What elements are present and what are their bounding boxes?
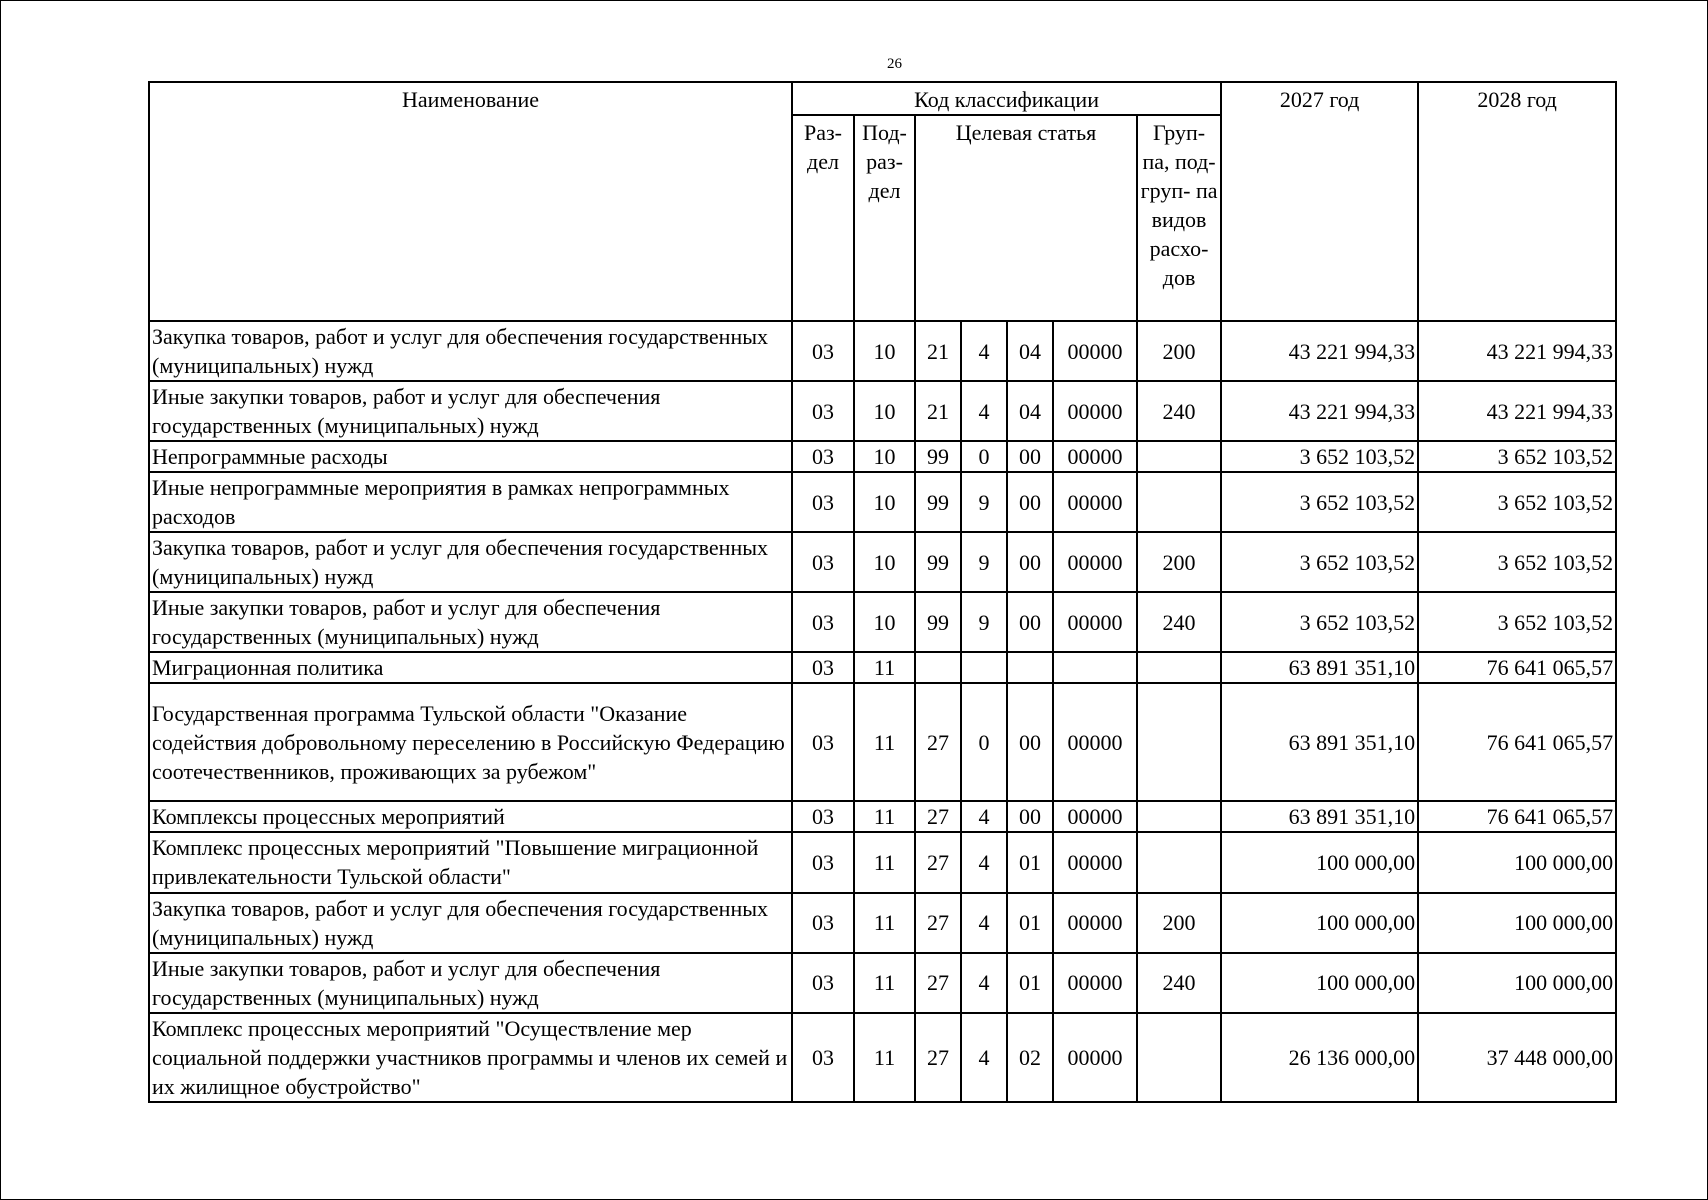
row-target-element: 00 [1007, 532, 1053, 592]
row-target-direction: 00000 [1053, 683, 1137, 801]
row-name: Комплексы процессных мероприятий [149, 801, 792, 832]
row-name: Закупка товаров, работ и услуг для обеспечения государственных (муниципальных) нужд [149, 321, 792, 381]
row-target-type: 4 [961, 832, 1007, 892]
row-amount-2027: 26 136 000,00 [1221, 1013, 1418, 1102]
row-podrazdel: 11 [854, 953, 915, 1013]
row-target-direction: 00000 [1053, 832, 1137, 892]
table-row [149, 1013, 1616, 1102]
row-target-direction: 00000 [1053, 953, 1137, 1013]
row-amount-2028: 3 652 103,52 [1418, 472, 1616, 532]
row-razdel: 03 [792, 953, 854, 1013]
row-expense-group: 200 [1137, 321, 1221, 381]
row-razdel: 03 [792, 832, 854, 892]
row-amount-2028: 43 221 994,33 [1418, 321, 1616, 381]
row-amount-2028: 43 221 994,33 [1418, 381, 1616, 441]
row-target-element: 02 [1007, 1013, 1053, 1102]
row-expense-group: 240 [1137, 953, 1221, 1013]
header-classification: Код классификации [792, 82, 1221, 115]
row-target-direction: 00000 [1053, 801, 1137, 832]
row-target-direction: 00000 [1053, 893, 1137, 953]
row-target-element: 00 [1007, 592, 1053, 652]
row-target-direction: 00000 [1053, 441, 1137, 472]
row-expense-group: 200 [1137, 893, 1221, 953]
table-header [149, 82, 1616, 321]
table-row [149, 472, 1616, 532]
row-target-type: 0 [961, 683, 1007, 801]
row-razdel: 03 [792, 893, 854, 953]
row-razdel: 03 [792, 472, 854, 532]
row-razdel: 03 [792, 801, 854, 832]
row-target-element: 01 [1007, 893, 1053, 953]
row-podrazdel: 11 [854, 801, 915, 832]
row-amount-2028: 100 000,00 [1418, 893, 1616, 953]
row-target-direction: 00000 [1053, 321, 1137, 381]
row-target-program: 27 [915, 1013, 961, 1102]
row-amount-2027: 3 652 103,52 [1221, 441, 1418, 472]
row-podrazdel: 11 [854, 683, 915, 801]
row-razdel: 03 [792, 683, 854, 801]
row-podrazdel: 10 [854, 381, 915, 441]
table-row [149, 683, 1616, 801]
row-amount-2028: 100 000,00 [1418, 953, 1616, 1013]
row-target-program: 27 [915, 953, 961, 1013]
row-target-type: 4 [961, 893, 1007, 953]
row-podrazdel: 11 [854, 893, 915, 953]
table-row [149, 441, 1616, 472]
row-podrazdel: 10 [854, 321, 915, 381]
row-target-program: 21 [915, 381, 961, 441]
row-razdel: 03 [792, 1013, 854, 1102]
row-razdel: 03 [792, 441, 854, 472]
row-target-element: 04 [1007, 381, 1053, 441]
row-amount-2028: 100 000,00 [1418, 832, 1616, 892]
row-target-element: 00 [1007, 472, 1053, 532]
row-amount-2027: 100 000,00 [1221, 953, 1418, 1013]
row-target-program: 99 [915, 441, 961, 472]
row-expense-group [1137, 472, 1221, 532]
row-target-type: 9 [961, 532, 1007, 592]
row-amount-2027: 100 000,00 [1221, 893, 1418, 953]
row-target-element: 04 [1007, 321, 1053, 381]
table-row [149, 321, 1616, 381]
row-amount-2028: 3 652 103,52 [1418, 532, 1616, 592]
row-podrazdel: 10 [854, 472, 915, 532]
table-row [149, 832, 1616, 892]
row-razdel: 03 [792, 321, 854, 381]
row-podrazdel: 10 [854, 532, 915, 592]
row-expense-group [1137, 832, 1221, 892]
header-target-article: Целевая статья [915, 115, 1137, 321]
header-year-2028: 2028 год [1418, 82, 1616, 321]
row-target-element [1007, 652, 1053, 683]
row-target-type: 0 [961, 441, 1007, 472]
row-name: Иные непрограммные мероприятия в рамках непрограммных расходов [149, 472, 792, 532]
row-target-direction: 00000 [1053, 532, 1137, 592]
row-target-type: 4 [961, 1013, 1007, 1102]
row-podrazdel: 10 [854, 592, 915, 652]
table-row [149, 381, 1616, 441]
row-amount-2027: 63 891 351,10 [1221, 652, 1418, 683]
row-target-direction [1053, 652, 1137, 683]
row-amount-2027: 43 221 994,33 [1221, 381, 1418, 441]
row-amount-2028: 3 652 103,52 [1418, 592, 1616, 652]
row-target-element: 01 [1007, 832, 1053, 892]
row-podrazdel: 11 [854, 1013, 915, 1102]
row-amount-2028: 37 448 000,00 [1418, 1013, 1616, 1102]
row-target-element: 00 [1007, 801, 1053, 832]
row-name: Закупка товаров, работ и услуг для обеспечения государственных (муниципальных) нужд [149, 532, 792, 592]
row-target-program: 99 [915, 532, 961, 592]
row-amount-2028: 76 641 065,57 [1418, 683, 1616, 801]
row-target-program: 27 [915, 832, 961, 892]
table-row [149, 893, 1616, 953]
row-podrazdel: 11 [854, 652, 915, 683]
row-amount-2027: 43 221 994,33 [1221, 321, 1418, 381]
budget-table [148, 81, 1617, 1103]
row-target-element: 00 [1007, 683, 1053, 801]
table-row [149, 592, 1616, 652]
row-amount-2027: 63 891 351,10 [1221, 801, 1418, 832]
row-name: Миграционная политика [149, 652, 792, 683]
row-amount-2028: 3 652 103,52 [1418, 441, 1616, 472]
row-name: Иные закупки товаров, работ и услуг для обеспечения государственных (муниципальных) нужд [149, 592, 792, 652]
header-name: Наименование [149, 82, 792, 321]
row-name: Иные закупки товаров, работ и услуг для обеспечения государственных (муниципальных) нужд [149, 953, 792, 1013]
row-target-type: 4 [961, 953, 1007, 1013]
row-target-type [961, 652, 1007, 683]
header-year-2027: 2027 год [1221, 82, 1418, 321]
header-expense-group: Груп- па, под- груп- па видов расхо- дов [1137, 115, 1221, 321]
table-row [149, 801, 1616, 832]
row-expense-group: 200 [1137, 532, 1221, 592]
row-target-type: 4 [961, 321, 1007, 381]
row-target-program [915, 652, 961, 683]
row-podrazdel: 10 [854, 441, 915, 472]
row-expense-group [1137, 441, 1221, 472]
table-row [149, 953, 1616, 1013]
row-amount-2027: 3 652 103,52 [1221, 472, 1418, 532]
row-expense-group [1137, 1013, 1221, 1102]
row-name: Непрограммные расходы [149, 441, 792, 472]
row-expense-group [1137, 652, 1221, 683]
table-body [149, 321, 1616, 1102]
row-target-program: 99 [915, 472, 961, 532]
row-razdel: 03 [792, 532, 854, 592]
row-target-element: 00 [1007, 441, 1053, 472]
row-name: Комплекс процессных мероприятий "Повышение миграционной привлекательности Тульской области" [149, 832, 792, 892]
row-target-type: 9 [961, 592, 1007, 652]
row-expense-group [1137, 801, 1221, 832]
row-name: Иные закупки товаров, работ и услуг для обеспечения государственных (муниципальных) нужд [149, 381, 792, 441]
row-razdel: 03 [792, 381, 854, 441]
page-number: 26 [887, 56, 902, 72]
row-razdel: 03 [792, 592, 854, 652]
row-target-direction: 00000 [1053, 472, 1137, 532]
row-expense-group: 240 [1137, 381, 1221, 441]
header-razdel: Раз- дел [792, 115, 854, 321]
row-target-direction: 00000 [1053, 592, 1137, 652]
row-name: Комплекс процессных мероприятий "Осуществление мер социальной поддержки участников программы и членов их семей и их жилищное обустройство" [149, 1013, 792, 1102]
row-target-program: 21 [915, 321, 961, 381]
row-amount-2027: 100 000,00 [1221, 832, 1418, 892]
table-row [149, 532, 1616, 592]
row-target-program: 27 [915, 683, 961, 801]
row-target-direction: 00000 [1053, 1013, 1137, 1102]
row-target-type: 4 [961, 381, 1007, 441]
row-target-program: 27 [915, 801, 961, 832]
row-target-element: 01 [1007, 953, 1053, 1013]
row-target-direction: 00000 [1053, 381, 1137, 441]
row-target-type: 9 [961, 472, 1007, 532]
row-target-program: 27 [915, 893, 961, 953]
row-target-type: 4 [961, 801, 1007, 832]
table-row [149, 652, 1616, 683]
row-target-program: 99 [915, 592, 961, 652]
row-amount-2027: 3 652 103,52 [1221, 592, 1418, 652]
row-expense-group: 240 [1137, 592, 1221, 652]
row-name: Закупка товаров, работ и услуг для обеспечения государственных (муниципальных) нужд [149, 893, 792, 953]
row-name: Государственная программа Тульской области "Оказание содействия добровольному переселению в Российскую Федерацию соотечественников, проживающих за рубежом" [149, 683, 792, 801]
row-amount-2028: 76 641 065,57 [1418, 652, 1616, 683]
row-razdel: 03 [792, 652, 854, 683]
row-amount-2028: 76 641 065,57 [1418, 801, 1616, 832]
row-amount-2027: 63 891 351,10 [1221, 683, 1418, 801]
row-expense-group [1137, 683, 1221, 801]
row-podrazdel: 11 [854, 832, 915, 892]
row-amount-2027: 3 652 103,52 [1221, 532, 1418, 592]
header-podrazdel: Под- раз- дел [854, 115, 915, 321]
